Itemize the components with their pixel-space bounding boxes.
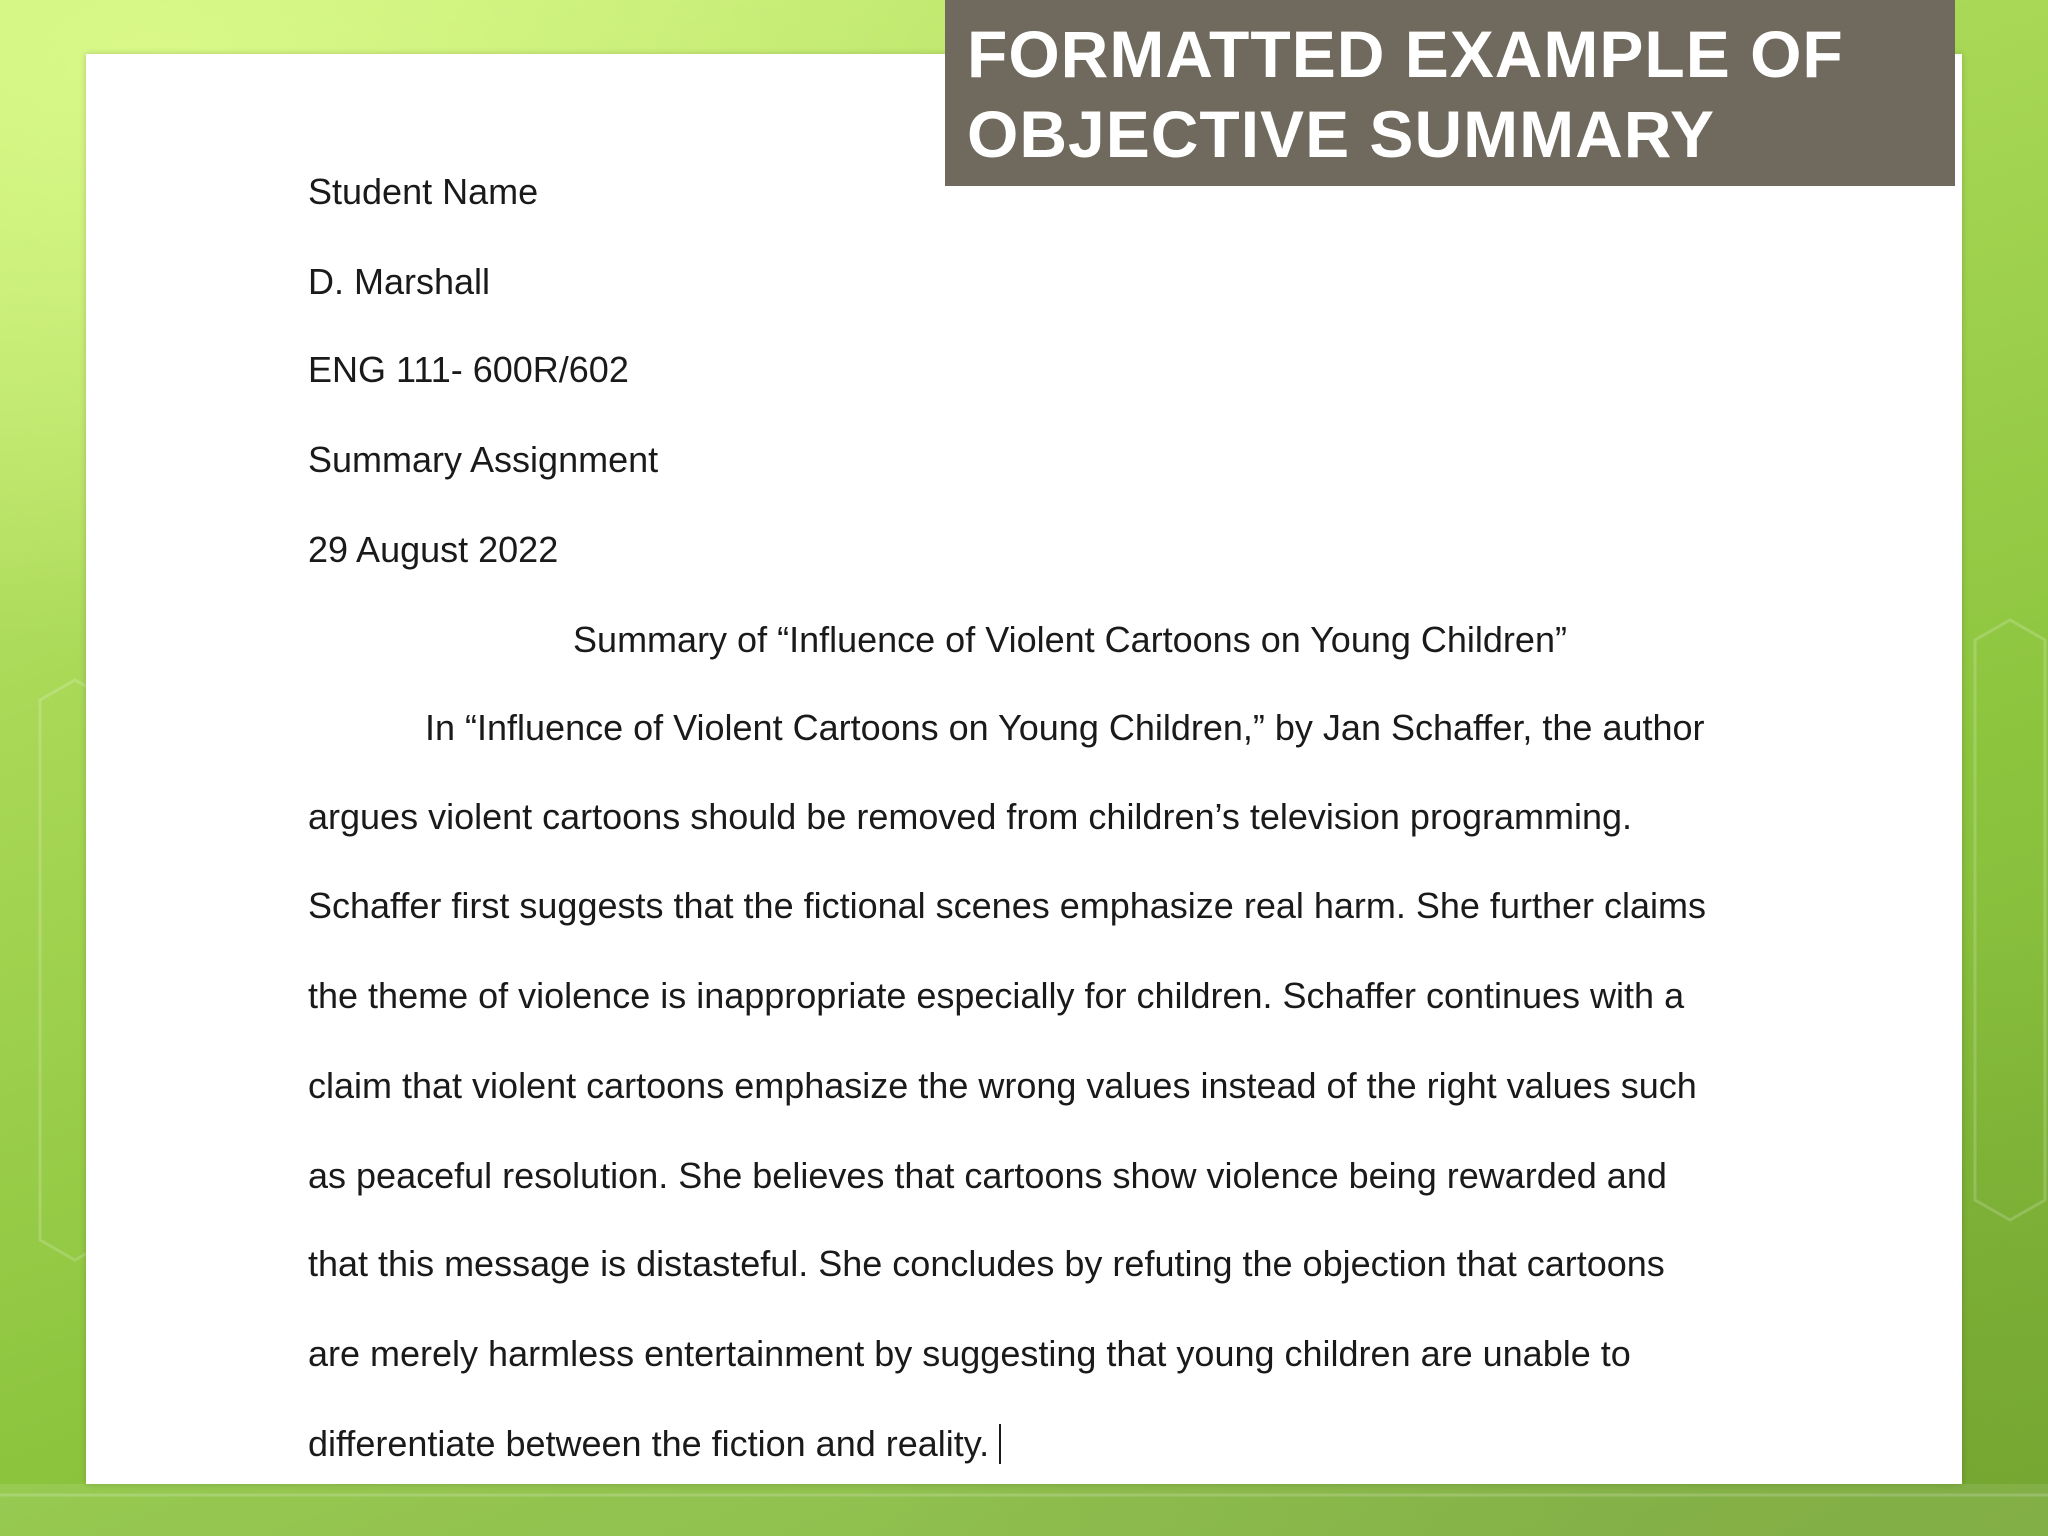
slide-title-line-1: FORMATTED EXAMPLE OF <box>967 17 1844 91</box>
student-name: Student Name <box>308 171 539 212</box>
body-line-8: are merely harmless entertainment by suggesting that young children are unable to <box>308 1333 1631 1374</box>
body-line-9: differentiate between the fiction and reality. <box>308 1423 990 1464</box>
course-code: ENG 111- 600R/602 <box>308 349 629 390</box>
body-line-3: Schaffer first suggests that the fictional scenes emphasize real harm. She further claims <box>308 885 1706 926</box>
body-line-4: the theme of violence is inappropriate especially for children. Schaffer continues with a <box>308 975 1685 1016</box>
body-line-5: claim that violent cartoons emphasize the wrong values instead of the right values such <box>308 1065 1697 1106</box>
body-line-1: In “Influence of Violent Cartoons on Young Children,” by Jan Schaffer, the author <box>425 707 1705 748</box>
text-cursor <box>999 1424 1001 1464</box>
slide-title-box <box>945 0 1955 186</box>
summary-title: Summary of “Influence of Violent Cartoons on Young Children” <box>573 619 1567 660</box>
body-line-7: that this message is distasteful. She concludes by refuting the objection that cartoons <box>308 1243 1665 1284</box>
assignment-name: Summary Assignment <box>308 439 659 480</box>
instructor-name: D. Marshall <box>308 261 491 302</box>
document-date: 29 August 2022 <box>308 529 559 570</box>
body-line-9-wrapper <box>308 1422 1001 1466</box>
body-line-6: as peaceful resolution. She believes that cartoons show violence being rewarded and <box>308 1155 1667 1196</box>
slide-title-line-2: OBJECTIVE SUMMARY <box>967 97 1715 171</box>
body-line-2: argues violent cartoons should be removed from children’s television programming. <box>308 796 1633 837</box>
